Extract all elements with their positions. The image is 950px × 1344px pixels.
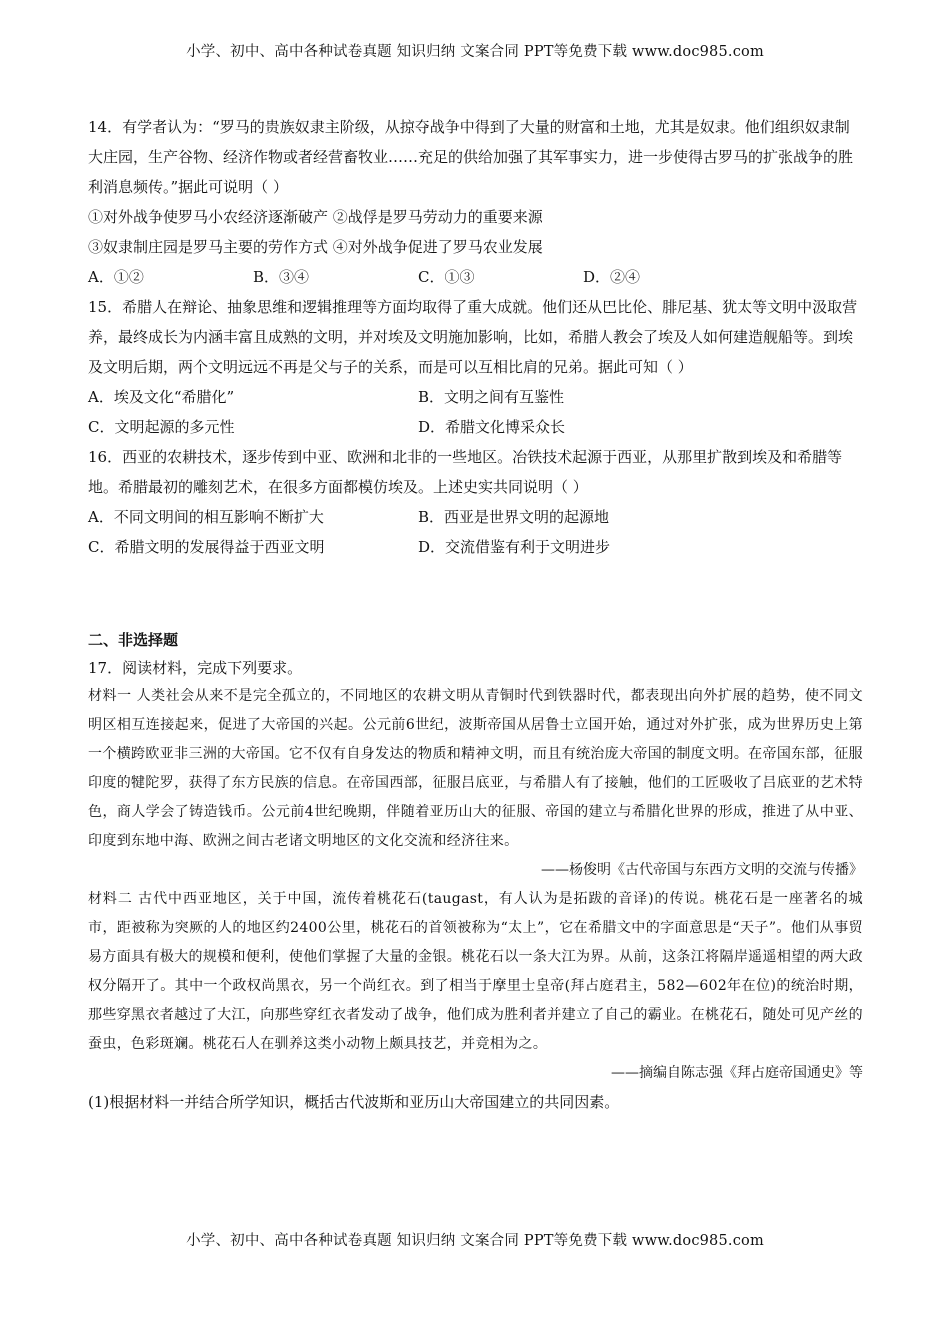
q15-options-row2 [88,412,863,442]
q14-item-1: ①对外战争使罗马小农经济逐渐破产 ②战俘是罗马劳动力的重要来源 [88,208,543,226]
q15-option-a: A．埃及文化“希腊化” [88,388,235,406]
q14-stem: 14．有学者认为：“罗马的贵族奴隶主阶级，从掠夺战争中得到了大量的财富和土地，尤其是奴隶。他们组织奴隶制大庄园，生产谷物、经济作物或者经营畜牧业……充足的供给加强了其军事实力，进一步使得古罗马的扩张战争的胜利消息频传。”据此可说明（ ） [88,118,854,196]
q14-option-d: D．②④ [583,268,641,286]
q17-source-1: ——杨俊明《古代帝国与东西方文明的交流与传播》 [541,862,863,878]
page-content [88,112,863,1117]
q16-option-b: B．西亚是世界文明的起源地 [418,508,610,526]
page-footer: 小学、初中、高中各种试卷真题 知识归纳 文案合同 PPT等免费下载 www.doc985.com [186,1233,764,1249]
q14-item-2: ③奴隶制庄园是罗马主要的劳作方式 ④对外战争促进了罗马农业发展 [88,238,543,256]
q16-options-row2 [88,532,863,562]
q14-option-c: C．①③ [418,268,475,286]
q16-option-a: A．不同文明间的相互影响不断扩大 [88,508,324,526]
q14-option-b: B．③④ [253,268,310,286]
q16-option-d: D．交流借鉴有利于文明进步 [418,538,611,556]
q14-options [88,262,863,292]
q16-stem: 16．西亚的农耕技术，逐步传到中亚、欧洲和北非的一些地区。冶铁技术起源于西亚，从那里扩散到埃及和希腊等地。希腊最初的雕刻艺术，在很多方面都模仿埃及。上述史实共同说明（ ） [88,448,843,496]
q14-option-a: A．①② [88,268,144,286]
section-title: 二、非选择题 [88,631,179,649]
q15-options-row1 [88,382,863,412]
q17-subquestion-1: (1)根据材料一并结合所学知识，概括古代波斯和亚历山大帝国建立的共同因素。 [88,1093,620,1111]
page-header: 小学、初中、高中各种试卷真题 知识归纳 文案合同 PPT等免费下载 www.doc985.com [186,44,764,60]
q15-option-d: D．希腊文化博采众长 [418,418,566,436]
q15-option-c: C．文明起源的多元性 [88,418,235,436]
section-spacer [88,562,863,626]
q15-option-b: B．文明之间有互鉴性 [418,388,565,406]
q17-material-1: 材料一 人类社会从来不是完全孤立的，不同地区的农耕文明从青铜时代到铁器时代，都表现出向外扩展的趋势，使不同文明区相互连接起来，促进了大帝国的兴起。公元前6世纪，波斯帝国从居鲁士立国开始，通过对外扩张，成为世界历史上第一个横跨欧亚非三洲的大帝国。它不仅有自身发达的物质和精神文明，而且有统治庞大帝国的制度文明。在帝国东部，征服印度的犍陀罗，获得了东方民族的信息。在帝国西部，征服吕底亚，与希腊人有了接触，他们的工匠吸收了吕底亚的艺术特色，商人学会了铸造钱币。公元前4世纪晚期，伴随着亚历山大的征服、帝国的建立与希腊化世界的形成，推进了从中亚、印度到东地中海、欧洲之间古老诸文明地区的文化交流和经济往来。 [88,688,863,849]
q17-material-2: 材料二 古代中西亚地区，关于中国，流传着桃花石(taugast，有人认为是拓跋的音译)的传说。桃花石是一座著名的城市，距被称为突厥的人的地区约2400公里，桃花石的首领被称为“太上”，它在希腊文中的字面意思是“天子”。他们从事贸易方面具有极大的规模和便利，使他们掌握了大量的金银。桃花石以一条大江为界。从前，这条江将隔岸遥遥相望的两大政权分隔开了。其中一个政权尚黑衣，另一个尚红衣。到了相当于摩里士皇帝(拜占庭君主，582—602年在位)的统治时期，那些穿黑衣者越过了大江，向那些穿红衣者发动了战争，他们成为胜利者并建立了自己的霸业。在桃花石，随处可见产丝的蚕虫，色彩斑斓。桃花石人在驯养这类小动物上颇具技艺，并竞相为之。 [88,891,863,1052]
q16-options-row1 [88,502,863,532]
q15-stem: 15．希腊人在辩论、抽象思维和逻辑推理等方面均取得了重大成就。他们还从巴比伦、腓尼基、犹太等文明中汲取营养，最终成长为内涵丰富且成熟的文明，并对埃及文明施加影响，比如，希腊人教会了埃及人如何建造舰船等。到埃及文明后期，两个文明远远不再是父与子的关系，而是可以互相比肩的兄弟。据此可知（ ） [88,298,858,376]
q17-source-2: ——摘编自陈志强《拜占庭帝国通史》等 [611,1065,863,1081]
q17-stem: 17．阅读材料，完成下列要求。 [88,659,303,677]
q16-option-c: C．希腊文明的发展得益于西亚文明 [88,538,325,556]
